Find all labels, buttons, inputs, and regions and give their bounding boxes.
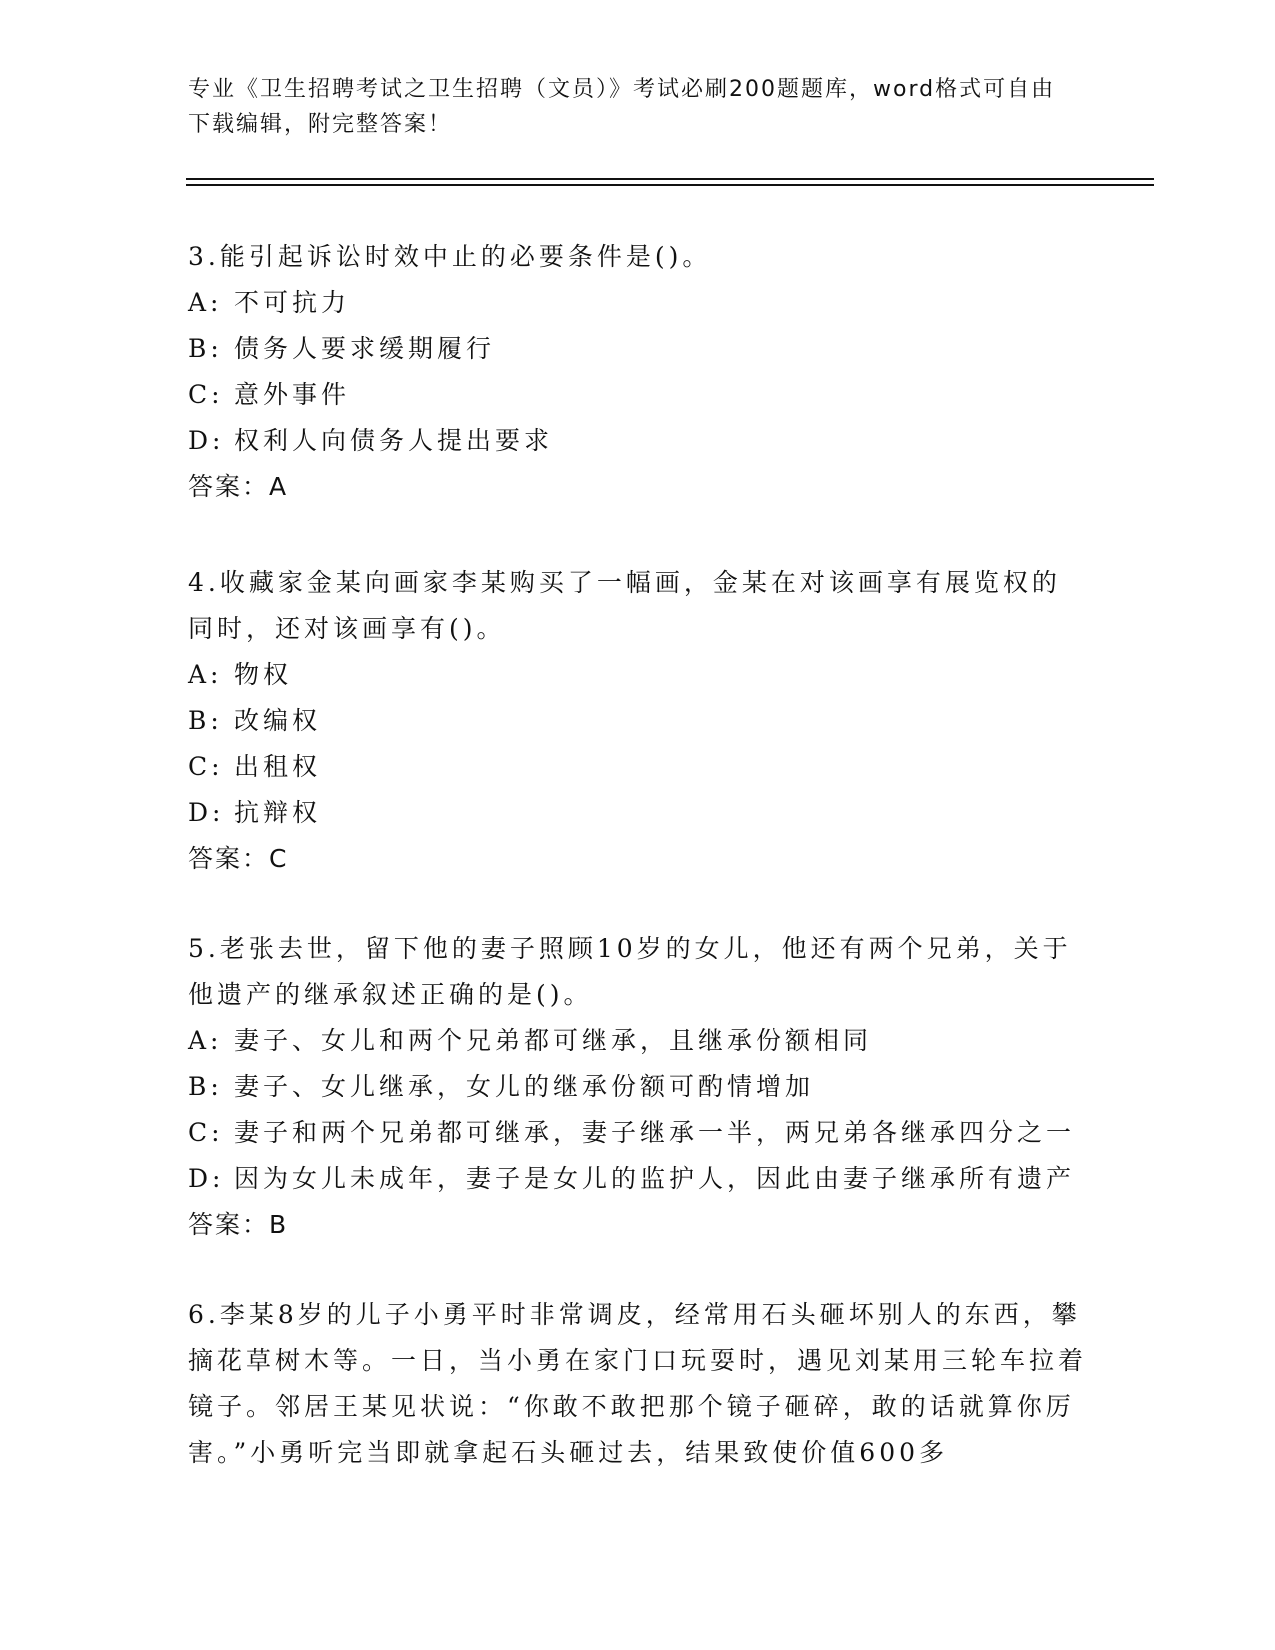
answer-line: 答案：B [188, 1210, 289, 1239]
option-letter: C: [188, 752, 224, 781]
option-text: 妻子、女儿继承，女儿的继承份额可酌情增加 [234, 1072, 815, 1101]
option-d [188, 418, 1088, 464]
option-a [188, 280, 1088, 326]
option-letter: C: [188, 380, 224, 409]
option-text: 出租权 [234, 752, 322, 781]
option-text: 权利人向债务人提出要求 [234, 426, 554, 455]
option-letter: D: [188, 798, 225, 827]
option-letter: A: [188, 1026, 223, 1055]
option-letter: C: [188, 1118, 224, 1147]
option-letter: A: [188, 288, 223, 317]
option-text: 妻子、女儿和两个兄弟都可继承，且继承份额相同 [234, 1026, 873, 1055]
option-d [188, 1156, 1088, 1202]
option-text: 抗辩权 [234, 798, 322, 827]
option-b [188, 1064, 1088, 1110]
question-stem: 4.收藏家金某向画家李某购买了一幅画，金某在对该画享有展览权的同时，还对该画享有()。 [188, 568, 1061, 643]
option-b [188, 326, 1088, 372]
question-3 [188, 234, 1088, 510]
option-a [188, 1018, 1088, 1064]
option-text: 改编权 [234, 706, 322, 735]
option-letter: B: [188, 706, 223, 735]
option-d [188, 790, 1088, 836]
option-text: 妻子和两个兄弟都可继承，妻子继承一半，两兄弟各继承四分之一 [234, 1118, 1076, 1147]
option-b [188, 698, 1088, 744]
option-letter: A: [188, 660, 223, 689]
option-c [188, 372, 1088, 418]
option-letter: D: [188, 426, 225, 455]
option-text: 因为女儿未成年，妻子是女儿的监护人，因此由妻子继承所有遗产 [234, 1164, 1076, 1193]
option-letter: B: [188, 334, 223, 363]
document-header: 专业《卫生招聘考试之卫生招聘（文员）》考试必刷200题题库，word格式可自由下载编辑，附完整答案！ [188, 77, 1056, 137]
option-text: 债务人要求缓期履行 [234, 334, 496, 363]
header-divider-top [186, 178, 1154, 180]
option-text: 不可抗力 [234, 288, 351, 317]
question-stem: 5.老张去世，留下他的妻子照顾10岁的女儿，他还有两个兄弟，关于他遗产的继承叙述正确的是()。 [188, 934, 1072, 1009]
option-text: 物权 [234, 660, 293, 689]
question-5 [188, 926, 1088, 1248]
option-c [188, 1110, 1088, 1156]
header-divider-bottom [186, 184, 1154, 186]
option-c [188, 744, 1088, 790]
question-4 [188, 560, 1088, 882]
option-letter: B: [188, 1072, 223, 1101]
question-stem: 6.李某8岁的儿子小勇平时非常调皮，经常用石头砸坏别人的东西，攀摘花草树木等。一日，当小勇在家门口玩耍时，遇见刘某用三轮车拉着镜子。邻居王某见状说：“你敢不敢把那个镜子砸碎，敢的话就算你厉害。”小勇听完当即就拿起石头砸过去，结果致使价值600多 [188, 1300, 1088, 1467]
option-text: 意外事件 [234, 380, 351, 409]
answer-line: 答案：C [188, 844, 289, 873]
option-letter: D: [188, 1164, 225, 1193]
question-6 [188, 1292, 1088, 1476]
question-stem: 3.能引起诉讼时效中止的必要条件是()。 [188, 242, 712, 271]
option-a [188, 652, 1088, 698]
answer-line: 答案：A [188, 472, 289, 501]
